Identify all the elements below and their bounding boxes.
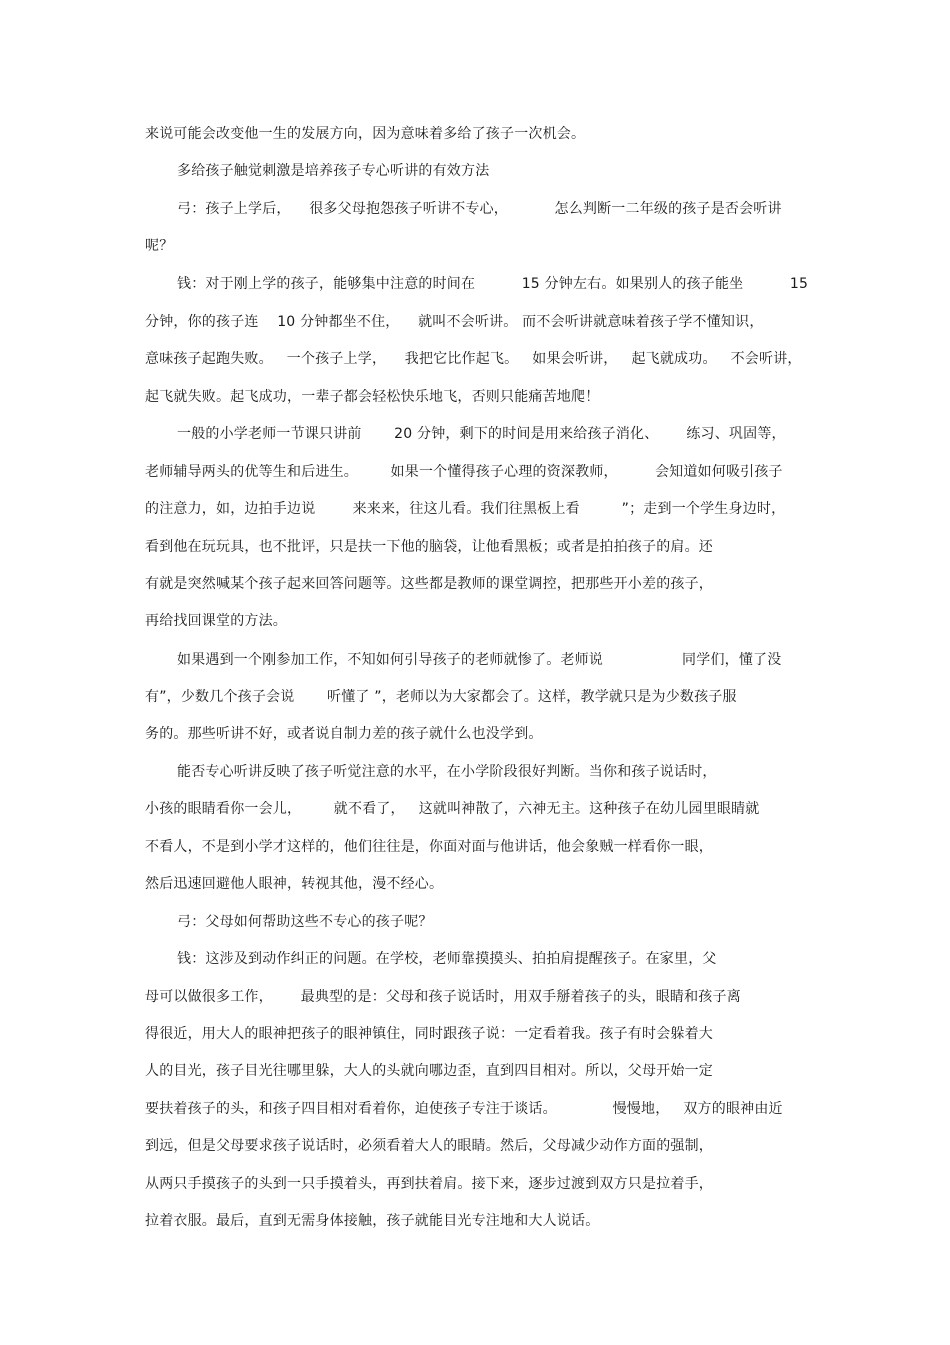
text-line: 要扶着孩子的头，和孩子四目相对看着你，迫使孩子专注于谈话。 慢慢地， 双方的眼神由近: [145, 1101, 783, 1117]
text-line: 如果遇到一个刚参加工作，不知如何引导孩子的老师就惨了。老师说 同学们，懂了没: [177, 652, 782, 668]
text-line: 弓：父母如何帮助这些不专心的孩子呢？: [177, 914, 433, 930]
text-line: 看到他在玩玩具，也不批评，只是扶一下他的脑袋，让他看黑板；或者是拍拍孩子的肩。还: [145, 539, 713, 555]
text-line: 再给找回课堂的方法。: [145, 613, 287, 629]
text-line: 得很近，用大人的眼神把孩子的眼神镇住，同时跟孩子说：一定看着我。孩子有时会躲着大: [145, 1026, 713, 1042]
text-line: 钱：对于刚上学的孩子，能够集中注意的时间在 15 分钟左右。如果别人的孩子能坐 15: [177, 276, 809, 292]
text-line: 弓：孩子上学后， 很多父母抱怨孩子听讲不专心， 怎么判断一二年级的孩子是否会听讲: [177, 201, 782, 217]
text-line: 一般的小学老师一节课只讲前 20 分钟，剩下的时间是用来给孩子消化、 练习、巩固等，: [177, 426, 786, 442]
text-line: 人的目光，孩子目光往哪里躲，大人的头就向哪边歪，直到四目相对。所以，父母开始一定: [145, 1063, 713, 1079]
text-line: 有就是突然喊某个孩子起来回答问题等。这些都是教师的课堂调控，把那些开小差的孩子，: [145, 576, 713, 592]
text-line: 能否专心听讲反映了孩子听觉注意的水平，在小学阶段很好判断。当你和孩子说话时，: [177, 764, 717, 780]
text-line: 小孩的眼睛看你一会儿， 就不看了， 这就叫神散了，六神无主。这种孩子在幼儿园里眼睛就: [145, 801, 760, 817]
text-line: 来说可能会改变他一生的发展方向，因为意味着多给了孩子一次机会。: [145, 126, 586, 142]
text-line: 呢？: [145, 238, 174, 254]
text-line: 务的。那些听讲不好，或者说自制力差的孩子就什么也没学到。: [145, 726, 543, 742]
text-line: 然后迅速回避他人眼神，转视其他，漫不经心。: [145, 876, 444, 892]
text-line: 到远，但是父母要求孩子说话时，必须看着大人的眼睛。然后，父母减少动作方面的强制，: [145, 1138, 713, 1154]
text-line: 母可以做很多工作， 最典型的是：父母和孩子说话时，用双手掰着孩子的头，眼睛和孩子离: [145, 989, 741, 1005]
text-line: 不看人，不是到小学才这样的，他们往往是，你面对面与他讲话，他会象贼一样看你一眼，: [145, 839, 713, 855]
text-line: 从两只手摸孩子的头到一只手摸着头，再到扶着肩。接下来，逐步过渡到双方只是拉着手，: [145, 1176, 713, 1192]
text-line: 的注意力，如，边拍手边说 来来来，往这儿看。我们往黑板上看 ”；走到一个学生身边时，: [145, 501, 786, 517]
text-line: 有”，少数几个孩子会说 听懂了 ”，老师以为大家都会了。这样，教学就只是为少数孩子服: [145, 689, 737, 705]
text-line: 分钟，你的孩子连 10 分钟都坐不住， 就叫不会听讲。 而不会听讲就意味着孩子学不懂知识，: [145, 314, 764, 330]
text-line: 意味孩子起跑失败。 一个孩子上学， 我把它比作起飞。 如果会听讲， 起飞就成功。 不会听讲，: [145, 351, 802, 367]
section-heading: 多给孩子触觉刺激是培养孩子专心听讲的有效方法: [177, 163, 490, 179]
text-line: 钱：这涉及到动作纠正的问题。在学校，老师靠摸摸头、拍拍肩提醒孩子。在家里，父: [177, 951, 717, 967]
text-line: 拉着衣服。最后，直到无需身体接触，孩子就能目光专注地和大人说话。: [145, 1213, 600, 1229]
text-line: 老师辅导两头的优等生和后进生。 如果一个懂得孩子心理的资深教师， 会知道如何吸引孩子: [145, 464, 783, 480]
text-line: 起飞就失败。起飞成功，一辈子都会轻松快乐地飞，否则只能痛苦地爬！: [145, 389, 600, 405]
